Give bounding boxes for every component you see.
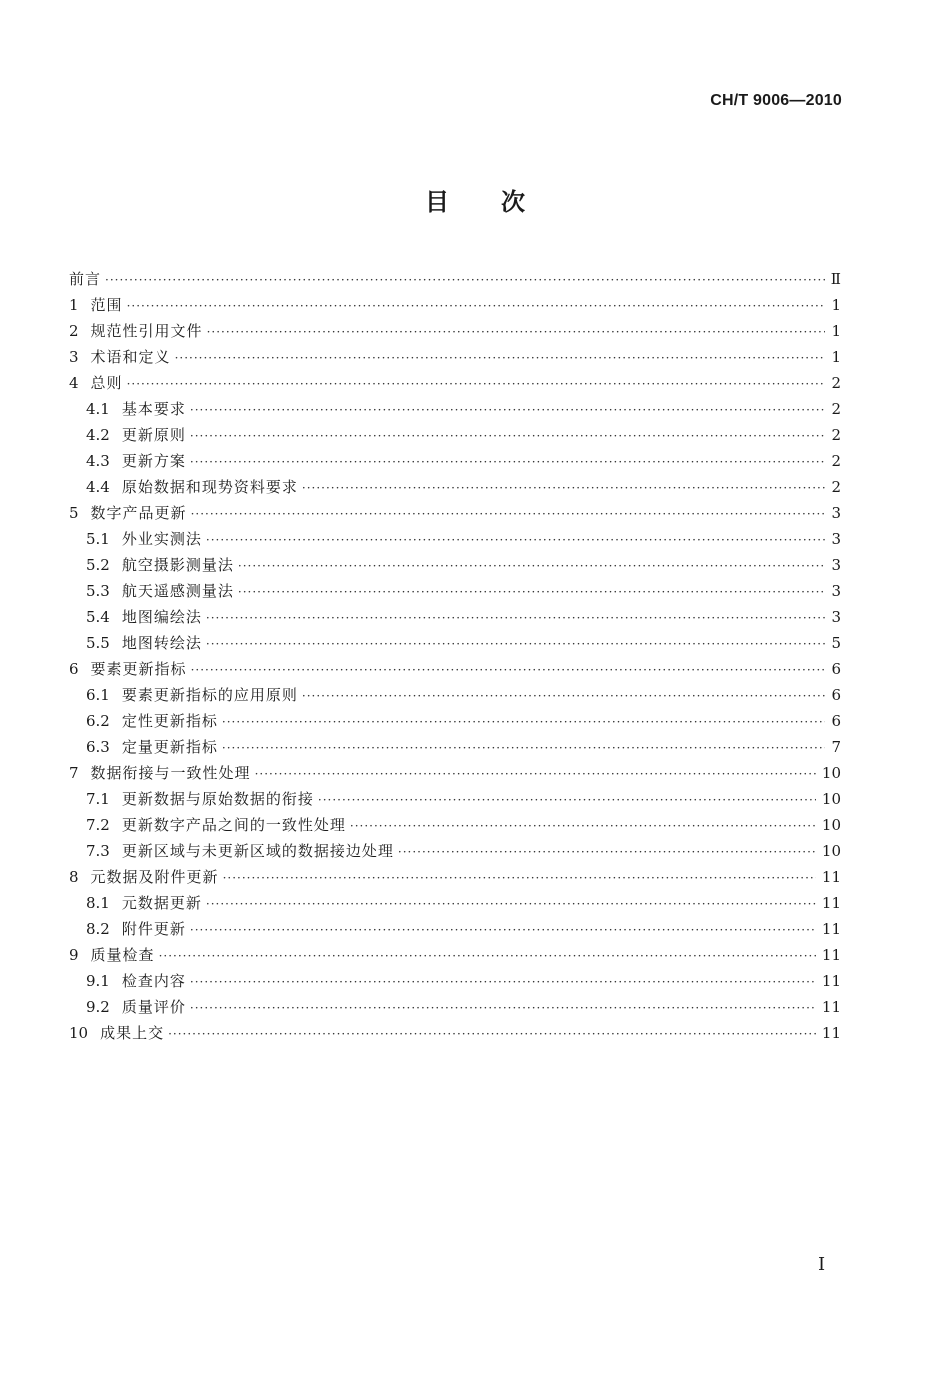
toc-entry[interactable] xyxy=(69,526,841,552)
toc-leader-dots xyxy=(302,475,825,501)
toc-entry-label: 更新区域与未更新区域的数据接边处理 xyxy=(121,842,394,860)
toc-entry-number: 8 xyxy=(69,868,79,886)
toc-entry-page: 10 xyxy=(821,764,841,782)
toc-entry-page: 2 xyxy=(831,452,841,470)
toc-entry-number: 5.2 xyxy=(86,556,110,574)
toc-entry-label: 范围 xyxy=(90,296,123,314)
toc-entry-label: 定性更新指标 xyxy=(121,712,218,730)
toc-leader-dots xyxy=(191,657,825,683)
toc-leader-dots xyxy=(206,527,825,553)
toc-entry-page: 3 xyxy=(831,582,841,600)
toc-leader-dots xyxy=(222,709,825,735)
toc-leader-dots xyxy=(127,371,825,397)
toc-leader-dots xyxy=(190,397,825,423)
toc-entry-page: 7 xyxy=(831,738,841,756)
toc-entry[interactable] xyxy=(69,786,841,812)
toc-entry-number: 9.2 xyxy=(86,998,110,1016)
toc-entry[interactable] xyxy=(69,396,841,422)
toc-entry-page: 10 xyxy=(821,816,841,834)
toc-entry[interactable] xyxy=(69,604,841,630)
toc-leader-dots xyxy=(191,501,825,527)
toc-entry-page: 10 xyxy=(821,842,841,860)
toc-leader-dots xyxy=(159,943,816,969)
toc-entry-number: 5 xyxy=(69,504,79,522)
toc-entry-label: 更新数字产品之间的一致性处理 xyxy=(121,816,346,834)
toc-entry[interactable] xyxy=(69,552,841,578)
toc-entry-label: 附件更新 xyxy=(121,920,186,938)
toc-entry[interactable] xyxy=(69,994,841,1020)
toc-entry-page: 3 xyxy=(831,504,841,522)
toc-entry-number: 4.1 xyxy=(86,400,110,418)
toc-entry-label: 航天遥感测量法 xyxy=(121,582,234,600)
toc-entry[interactable] xyxy=(69,318,841,344)
toc-entry-page: 1 xyxy=(831,296,841,314)
toc-entry-number: 6.1 xyxy=(86,686,110,704)
toc-entry-label: 更新方案 xyxy=(121,452,186,470)
toc-entry-label: 总则 xyxy=(90,374,123,392)
toc-entry-page: 11 xyxy=(821,1024,841,1042)
toc-entry-label: 航空摄影测量法 xyxy=(121,556,234,574)
toc-entry-number: 6.2 xyxy=(86,712,110,730)
toc-entry-page: 11 xyxy=(821,946,841,964)
toc-entry-number: 5.3 xyxy=(86,582,110,600)
toc-entry-label: 质量检查 xyxy=(90,946,155,964)
toc-entry-number: 8.2 xyxy=(86,920,110,938)
toc-entry-label: 基本要求 xyxy=(121,400,186,418)
toc-entry-label: 元数据及附件更新 xyxy=(90,868,219,886)
toc-leader-dots xyxy=(223,865,816,891)
toc-entry-number: 4.4 xyxy=(86,478,110,496)
toc-entry-label: 更新数据与原始数据的衔接 xyxy=(121,790,314,808)
toc-entry-label: 外业实测法 xyxy=(121,530,202,548)
toc-leader-dots xyxy=(190,995,816,1021)
toc-entry-number: 5.1 xyxy=(86,530,110,548)
toc-entry-page: 2 xyxy=(831,374,841,392)
toc-entry[interactable] xyxy=(69,422,841,448)
toc-entry[interactable] xyxy=(69,916,841,942)
toc-entry-page: 11 xyxy=(821,894,841,912)
toc-entry-page: 3 xyxy=(831,556,841,574)
toc-entry-page: 3 xyxy=(831,530,841,548)
toc-entry[interactable] xyxy=(69,864,841,890)
toc-leader-dots xyxy=(127,293,825,319)
toc-entry-page: Ⅱ xyxy=(830,270,841,288)
toc-entry-page: 5 xyxy=(831,634,841,652)
toc-leader-dots xyxy=(302,683,825,709)
toc-entry-number: 5.5 xyxy=(86,634,110,652)
toc-entry-page: 6 xyxy=(831,660,841,678)
toc-leader-dots xyxy=(105,267,825,293)
toc-entry-number: 4.3 xyxy=(86,452,110,470)
toc-entry-label: 定量更新指标 xyxy=(121,738,218,756)
toc-entry-number: 1 xyxy=(69,296,79,314)
toc-entry[interactable] xyxy=(69,344,841,370)
toc-entry-number: 7.3 xyxy=(86,842,110,860)
toc-entry-page: 1 xyxy=(831,322,841,340)
toc-entry[interactable] xyxy=(69,266,841,292)
toc-entry-number: 9.1 xyxy=(86,972,110,990)
toc-entry-page: 11 xyxy=(821,868,841,886)
toc-leader-dots xyxy=(190,449,825,475)
toc-entry-number: 3 xyxy=(69,348,79,366)
toc-entry-label: 前言 xyxy=(69,270,102,288)
toc-entry-number: 2 xyxy=(69,322,79,340)
toc-entry-number: 10 xyxy=(69,1024,89,1042)
toc-entry-label: 质量评价 xyxy=(121,998,186,1016)
toc-entry[interactable] xyxy=(69,890,841,916)
toc-entry[interactable] xyxy=(69,292,841,318)
toc-entry-number: 6 xyxy=(69,660,79,678)
toc-entry-page: 10 xyxy=(821,790,841,808)
toc-entry[interactable] xyxy=(69,500,841,526)
toc-entry[interactable] xyxy=(69,370,841,396)
toc-entry-number: 4.2 xyxy=(86,426,110,444)
toc-leader-dots xyxy=(206,891,816,917)
toc-leader-dots xyxy=(238,553,825,579)
toc-entry-label: 数字产品更新 xyxy=(90,504,187,522)
toc-entry-page: 1 xyxy=(831,348,841,366)
toc-entry-number: 6.3 xyxy=(86,738,110,756)
toc-leader-dots xyxy=(318,787,816,813)
toc-entry-label: 元数据更新 xyxy=(121,894,202,912)
toc-leader-dots xyxy=(207,319,825,345)
toc-entry-label: 成果上交 xyxy=(100,1024,165,1042)
toc-entry[interactable] xyxy=(69,968,841,994)
toc-leader-dots xyxy=(238,579,825,605)
toc-entry[interactable] xyxy=(69,838,841,864)
toc-entry-number: 7.2 xyxy=(86,816,110,834)
toc-entry[interactable] xyxy=(69,630,841,656)
toc-entry-number: 7.1 xyxy=(86,790,110,808)
toc-entry-label: 要素更新指标的应用原则 xyxy=(121,686,298,704)
toc-leader-dots xyxy=(206,605,825,631)
toc-leader-dots xyxy=(206,631,825,657)
toc-leader-dots xyxy=(350,813,816,839)
toc-entry-label: 地图转绘法 xyxy=(121,634,202,652)
toc-entry[interactable] xyxy=(69,734,841,760)
toc-entry[interactable] xyxy=(69,812,841,838)
toc-entry-number: 4 xyxy=(69,374,79,392)
toc-leader-dots xyxy=(190,917,816,943)
toc-leader-dots xyxy=(398,839,816,865)
toc-entry-number: 5.4 xyxy=(86,608,110,626)
toc-entry-label: 数据衔接与一致性处理 xyxy=(90,764,251,782)
toc-entry-number: 7 xyxy=(69,764,79,782)
toc-entry-label: 检查内容 xyxy=(121,972,186,990)
toc-entry-number: 9 xyxy=(69,946,79,964)
toc-entry-page: 6 xyxy=(831,686,841,704)
toc-entry[interactable] xyxy=(69,448,841,474)
toc-leader-dots xyxy=(222,735,825,761)
table-of-contents xyxy=(69,266,841,1046)
toc-entry-page: 11 xyxy=(821,998,841,1016)
toc-entry[interactable] xyxy=(69,656,841,682)
toc-leader-dots xyxy=(190,969,816,995)
toc-entry-label: 原始数据和现势资料要求 xyxy=(121,478,298,496)
toc-entry[interactable] xyxy=(69,474,841,500)
toc-entry[interactable] xyxy=(69,682,841,708)
page-number: I xyxy=(818,1254,826,1275)
toc-entry-number: 8.1 xyxy=(86,894,110,912)
page-title: 目次 xyxy=(425,188,577,216)
toc-entry-label: 地图编绘法 xyxy=(121,608,202,626)
toc-entry-label: 更新原则 xyxy=(121,426,186,444)
toc-entry-label: 规范性引用文件 xyxy=(90,322,203,340)
toc-leader-dots xyxy=(168,1021,816,1047)
toc-leader-dots xyxy=(175,345,825,371)
toc-entry[interactable] xyxy=(69,708,841,734)
toc-entry-label: 要素更新指标 xyxy=(90,660,187,678)
toc-entry-page: 11 xyxy=(821,972,841,990)
toc-entry-page: 2 xyxy=(831,400,841,418)
toc-leader-dots xyxy=(190,423,825,449)
toc-leader-dots xyxy=(255,761,816,787)
toc-entry[interactable] xyxy=(69,760,841,786)
toc-entry[interactable] xyxy=(69,578,841,604)
toc-entry[interactable] xyxy=(69,942,841,968)
toc-entry-page: 11 xyxy=(821,920,841,938)
toc-entry-label: 术语和定义 xyxy=(90,348,171,366)
toc-entry-page: 6 xyxy=(831,712,841,730)
toc-entry-page: 2 xyxy=(831,426,841,444)
toc-entry[interactable] xyxy=(69,1020,841,1046)
toc-entry-page: 2 xyxy=(831,478,841,496)
standard-code: CH/T 9006—2010 xyxy=(710,92,842,109)
toc-entry-page: 3 xyxy=(831,608,841,626)
